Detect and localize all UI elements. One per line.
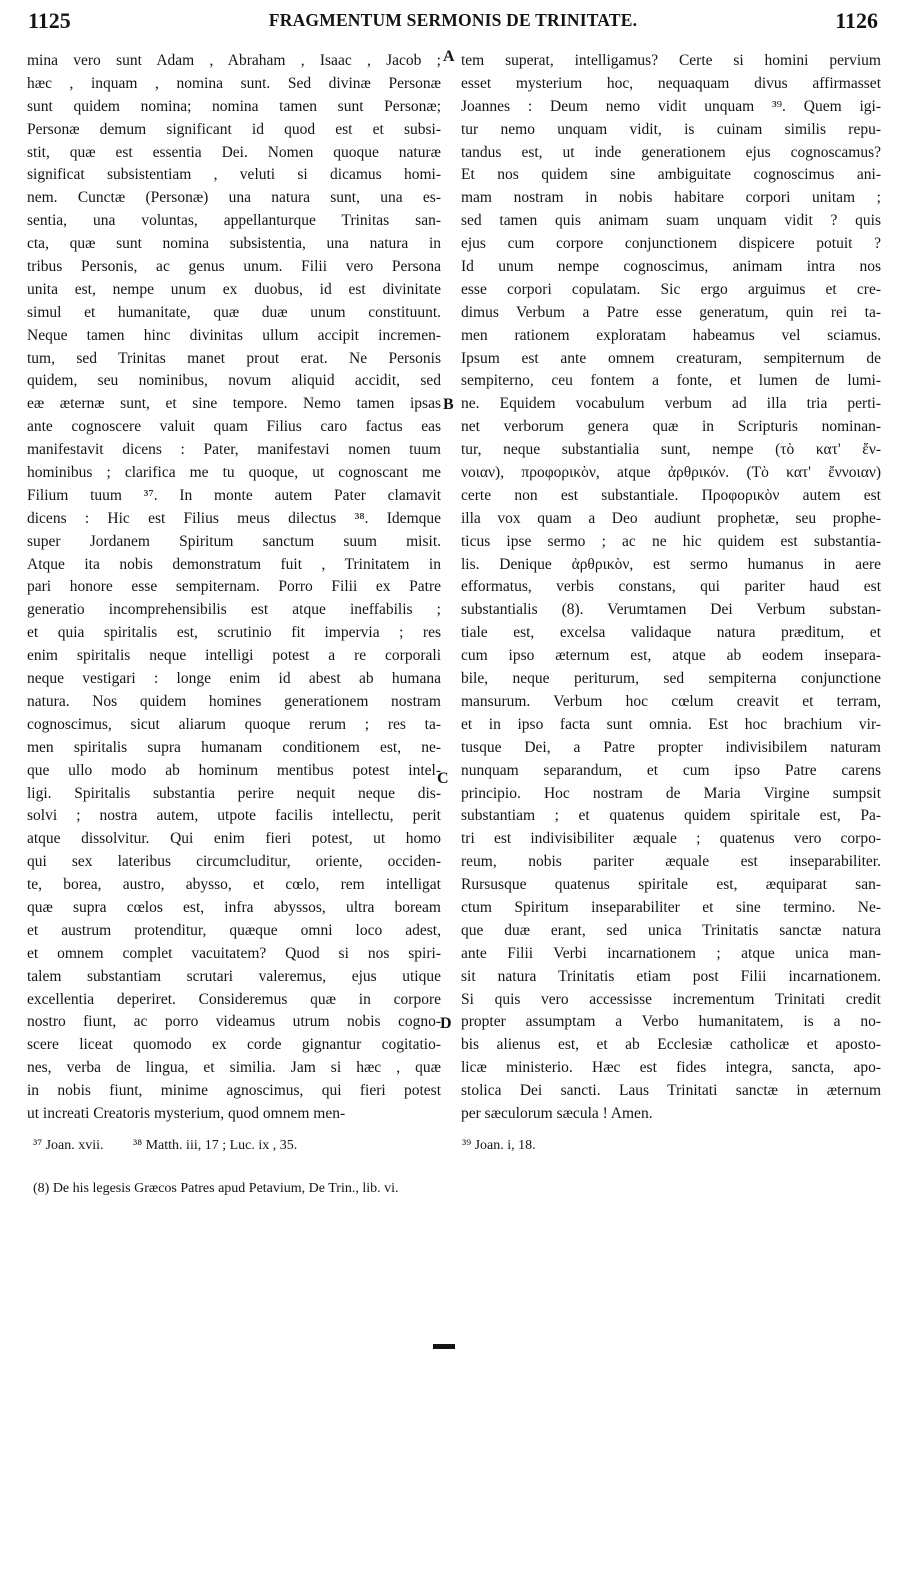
left-column — [27, 50, 441, 1126]
text-line: νοιαν), προφορικὸν, atque ἀρθρικόν. (Τὸ κατ' ἔννοιαν) — [461, 464, 881, 482]
text-line: que duæ erant, sed unica Trinitatis sanctæ natura — [461, 921, 881, 939]
text-line: ut increati Creatoris mysterium, quod omnem men- — [27, 1104, 346, 1122]
text-line: super Jordanem Spiritum sanctum suum misit. — [27, 532, 441, 550]
text-line: nunquam separandum, et cum ipso Patre carens — [461, 761, 881, 779]
text-line: Id unum nempe cognoscimus, animam intra nos — [461, 258, 881, 276]
text-line: Neque tamen hinc divinitas ullum accipit incremen- — [27, 326, 441, 344]
section-marker-c: C — [437, 770, 449, 787]
text-line: dicens : Hic est Filius meus dilectus ³⁸. Idemque — [27, 509, 441, 527]
right-column — [461, 50, 881, 1126]
text-line: substantialis (8). Verumtamen Dei Verbum substan- — [461, 601, 881, 619]
text-line: natura. Nos quidem homines generationem nostram — [27, 692, 441, 710]
text-line: sunt quidem nomina; nomina tamen sunt Personæ; — [27, 97, 441, 115]
text-line: in nobis fiunt, minime agnoscimus, qui fieri potest — [27, 1082, 441, 1100]
text-line: generatio incomprehensibilis est atque ineffabilis ; — [27, 601, 441, 619]
text-line: lis. Denique ἀρθρικὸν, est sermo humanus in aere — [461, 555, 881, 573]
text-line: nostro fiunt, ac porro videamus utrum nobis cogno- — [27, 1013, 441, 1031]
text-line: net verborum genera quæ in Scripturis nominan- — [461, 418, 881, 436]
text-line: tem superat, intelligamus? Certe si homini pervium — [461, 52, 881, 69]
text-line: significat subsistentiam , veluti si dicamus homi- — [27, 166, 441, 184]
text-line: Et nos quidem sine ambiguitate cognoscimus ani- — [461, 166, 881, 184]
text-line: tri est indivisibiliter æquale ; quatenus vero corpo- — [461, 830, 881, 848]
text-line: men rationem exploratam habeamus vel sciamus. — [461, 326, 881, 344]
text-line: neque vestigari : longe enim id abest ab humana — [27, 670, 441, 688]
text-line: tribus Personis, ac genus unum. Filii vero Persona — [27, 258, 441, 276]
section-marker-b: B — [443, 396, 454, 413]
text-line: ante Filii Verbi incarnationem ; atque unica man- — [461, 944, 881, 962]
text-line: nem. Cunctæ (Personæ) una natura sunt, una es- — [27, 189, 441, 207]
note-38: ³⁸ Matth. iii, 17 ; Luc. ix , 35. — [133, 1138, 298, 1153]
text-line: substantiam ; et quatenus quidem spiritale est, Pa- — [461, 807, 881, 825]
text-line: men spiritalis supra humanam conditionem est, ne- — [27, 738, 441, 756]
text-line: ticus ipse sermo ; ac ne hic quidem est substantia- — [461, 532, 881, 550]
text-line: manifestavit dicens : Pater, manifestavi nomen tuum — [27, 441, 441, 459]
text-line: eæ æternæ sunt, et sine tempore. Nemo tamen ipsas — [27, 395, 441, 413]
text-line: et in ipso facta sunt omnia. Est hoc brachium vir- — [461, 715, 881, 733]
text-line: licæ ministerio. Hæc est fides integra, sancta, apo- — [461, 1059, 881, 1077]
text-line: stolica Dei sancti. Laus Trinitati sanctæ in æternum — [461, 1082, 881, 1100]
text-line: cum ipso æternum est, atque ab eodem insepara- — [461, 647, 881, 665]
text-line: Atque ita nobis demonstratum fuit , Trinitatem in — [27, 555, 441, 573]
text-line: tur, neque substantialia sunt, nempe (τὸ κατ' ἔν- — [461, 441, 881, 459]
running-title: FRAGMENTUM SERMONIS DE TRINITATE. — [268, 10, 638, 30]
text-line: ne. Equidem vocabulum verbum ad illa tria perti- — [461, 395, 881, 413]
text-line: talem substantiam scrutari valeremus, ejus utique — [27, 967, 441, 985]
text-line: esse corpori copulatam. Sic ergo arguimus et cre- — [461, 280, 881, 298]
text-line: Joannes : Deum nemo vidit unquam ³⁹. Quem igi- — [461, 97, 881, 115]
text-line: atque dissolvitur. Qui enim fieri potest, ut homo — [27, 830, 441, 848]
page-header — [28, 8, 878, 38]
text-line: bis alienus est, et ab Ecclesiæ catholicæ et aposto- — [461, 1036, 881, 1054]
page-number-left: 1125 — [28, 8, 71, 33]
scripture-notes-right — [462, 1138, 562, 1154]
text-line: principio. Hoc nostram de Maria Virgine sumpsit — [461, 784, 881, 802]
text-line: Rursusque quatenus spiritale est, æquiparat san- — [461, 876, 881, 894]
text-line: sit natura Trinitatis etiam post Filii incarnationem. — [461, 967, 881, 985]
text-line: ligi. Spiritalis substantia perire nequit neque dis- — [27, 784, 441, 802]
text-line: Personæ demum significant id quod est et subsi- — [27, 120, 441, 138]
note-37: ³⁷ Joan. xvii. — [33, 1138, 104, 1153]
text-line: et quia spiritalis est, scrutinio fit impervia ; res — [27, 624, 441, 642]
section-marker-a: A — [443, 48, 455, 65]
text-line: hæc , inquam , nomina sunt. Sed divinæ Personæ — [27, 74, 441, 92]
text-line: tusque Dei, a Patre propter indivisibilem naturam — [461, 738, 881, 756]
text-line: tum, sed Trinitas manet prout erat. Ne Personis — [27, 349, 441, 367]
text-line: quidem, seu nominibus, novum aliquid accidit, sed — [27, 372, 441, 390]
text-line: pari honore esse sempiternam. Porro Filii ex Patre — [27, 578, 441, 596]
text-line: mina vero sunt Adam , Abraham , Isaac , Jacob ; — [27, 52, 441, 69]
text-line: bile, neque periturum, sed sempiterna conjunctione — [461, 670, 881, 688]
text-line: tur nemo unquam vidit, is cuinam similis repu- — [461, 120, 881, 138]
text-line: propter assumptam a Verbo humanitatem, is a no- — [461, 1013, 881, 1031]
page-number-right: 1126 — [835, 8, 878, 33]
text-line: mam nostram in nobis habitare corpori unitam ; — [461, 189, 881, 207]
text-line: efformatus, verbis constans, qui pariter haud est — [461, 578, 881, 596]
text-line: excellentia deperiret. Consideremus quæ in corpore — [27, 990, 441, 1008]
text-line: dimus Verbum a Patre esse generatum, quin rei ta- — [461, 303, 881, 321]
text-line: cognoscimus, sicut aliarum quoque rerum ; res ta- — [27, 715, 441, 733]
text-line: Si quis vero accessisse incrementum Trinitati credit — [461, 990, 881, 1008]
section-marker-d: D — [440, 1015, 452, 1032]
text-line: stit, quæ est essentia Dei. Nomen quoque naturæ — [27, 143, 441, 161]
text-line: solvi ; nostra autem, utpote facilis intellectu, perit — [27, 807, 441, 825]
text-line: esset mysterium hoc, nequaquam divus affirmasset — [461, 74, 881, 92]
text-line: te, borea, austro, abysso, et cœlo, rem intelligat — [27, 876, 441, 894]
text-line: ctum Spiritum inseparabiliter et sine termino. Ne- — [461, 898, 881, 916]
text-line: et austrum protenditur, quæque omni loco adest, — [27, 921, 441, 939]
text-line: et omnem complet vacuitatem? Quod si nos spiri- — [27, 944, 441, 962]
text-line: ejus cum corpore conjunctionem dispicere potuit ? — [461, 235, 881, 253]
text-line: qui sex lateribus circumcluditur, oriente, occiden- — [27, 853, 441, 871]
note-39: ³⁹ Joan. i, 18. — [462, 1138, 536, 1153]
text-line: sed tamen quis animam suam unquam vidit ? quis — [461, 212, 881, 230]
scripture-notes-left — [33, 1138, 443, 1154]
text-line: mansurum. Verbum hoc cœlum creavit et terram, — [461, 692, 881, 710]
text-line: cta, quæ sunt nomina subsistentia, una natura in — [27, 235, 441, 253]
text-line: Filium tuum ³⁷. In monte autem Pater clamavit — [27, 486, 441, 504]
text-line: enim spiritalis neque intelligi potest a re corporali — [27, 647, 441, 665]
text-line: hominibus ; clarifica me tu quoque, ut cognoscant me — [27, 464, 441, 482]
text-line: reum, nobis pariter æquale est inseparabiliter. — [461, 853, 881, 871]
text-line: tandus est, ut inde generationem ejus cognoscamus? — [461, 143, 881, 161]
text-line: ante cognoscere valuit quam Filius caro factus eas — [27, 418, 441, 436]
end-rule — [433, 1344, 455, 1349]
text-line: certe non est substantiale. Προφορικὸν autem est — [461, 486, 881, 504]
text-line: tiale est, excelsa validaque natura præditum, et — [461, 624, 881, 642]
text-line: Ipsum est ante omnem creaturam, sempiternum de — [461, 349, 881, 367]
text-line: simul et humanitate, quæ duæ unum constituunt. — [27, 303, 441, 321]
text-line: sempiterno, ceu fontem a fonte, et lumen de lumi- — [461, 372, 881, 390]
text-line: que ullo modo ab hominum mentibus potest intel- — [27, 761, 441, 779]
text-line: per sæculorum sæcula ! Amen. — [461, 1104, 653, 1122]
text-line: scere liceat quomodo ex corde gignantur cogitatio- — [27, 1036, 441, 1054]
text-line: quæ supra cœlos est, infra abyssos, ultra boream — [27, 898, 441, 916]
text-line: nes, verba de lingua, et similia. Jam si hæc , quæ — [27, 1059, 441, 1077]
text-line: unita est, nempe unum ex duobus, id est divinitate — [27, 280, 441, 298]
text-line: illa vox quam a Deo audiunt prophetæ, seu prophe- — [461, 509, 881, 527]
editorial-footnote: (8) De his legesis Græcos Patres apud Petavium, De Trin., lib. vi. — [33, 1181, 399, 1196]
text-line: sentia, una voluntas, appellanturque Trinitas san- — [27, 212, 441, 230]
